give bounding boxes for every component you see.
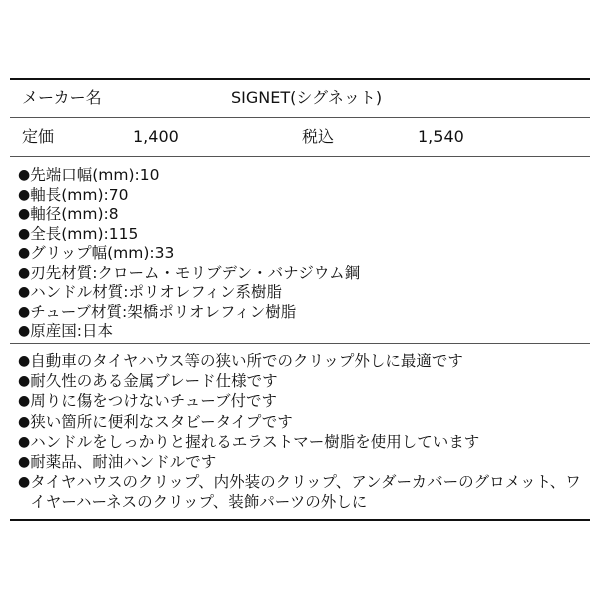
spec-item — [18, 205, 360, 225]
feature-text: ハンドルをしっかりと握れるエラストマー樹脂を使用しています — [30, 432, 480, 451]
spec-text: 刃先材質:クローム・モリブデン・バナジウム鋼 — [30, 263, 361, 282]
feature-text: タイヤハウスのクリップ、内外装のクリップ、アンダーカバーのグロメット、ワイヤーハーネスのクリップ、装飾パーツの外しに — [30, 473, 581, 512]
feature-text: 耐久性のある金属ブレード仕様です — [30, 372, 278, 391]
bullet-icon: ● — [18, 225, 31, 242]
feature-item — [18, 351, 585, 371]
tax-value: 1,540 — [418, 127, 464, 146]
spec-text: 軸長(mm):70 — [30, 185, 129, 204]
spec-text: グリップ幅(mm):33 — [30, 244, 175, 262]
tax-label: 税込 — [302, 127, 335, 146]
bullet-icon: ● — [18, 323, 31, 339]
bullet-icon: ● — [18, 303, 31, 320]
spec-text: ハンドル材質:ポリオレフィン系樹脂 — [30, 283, 283, 301]
maker-value: SIGNET(シグネット) — [231, 88, 383, 107]
price-value: 1,400 — [133, 127, 179, 146]
feature-item — [18, 371, 585, 391]
bullet-icon: ● — [18, 433, 31, 450]
feature-item — [18, 391, 585, 411]
feature-item — [18, 432, 585, 452]
spec-item — [18, 186, 360, 206]
bullet-icon: ● — [18, 413, 31, 430]
bullet-icon: ● — [18, 245, 31, 261]
feature-text: 狭い箇所に便利なスタビータイプです — [30, 412, 293, 431]
maker-divider — [10, 117, 590, 118]
bullet-icon: ● — [18, 454, 31, 471]
spec-item — [18, 322, 360, 342]
spec-item — [18, 283, 360, 303]
bottom-rule — [10, 519, 590, 521]
bullet-icon: ● — [18, 373, 31, 390]
spec-text: 軸径(mm):8 — [30, 205, 119, 223]
price-label: 定価 — [22, 127, 55, 146]
bullet-icon: ● — [18, 206, 31, 222]
spec-list — [18, 166, 360, 342]
spec-text: 全長(mm):115 — [30, 224, 139, 243]
feature-text: 耐薬品、耐油ハンドルです — [30, 453, 217, 472]
spec-item — [18, 166, 360, 186]
feature-item — [18, 452, 585, 472]
feature-text: 周りに傷をつけないチューブ付です — [30, 392, 277, 411]
spec-text: 原産国:日本 — [30, 322, 113, 340]
bullet-icon: ● — [18, 167, 31, 183]
spec-text: 先端口幅(mm):10 — [30, 166, 160, 184]
spec-text: チューブ材質:架橋ポリオレフィン樹脂 — [30, 302, 297, 321]
bullet-icon: ● — [18, 353, 31, 369]
spec-divider — [10, 343, 590, 344]
feature-item — [18, 412, 585, 432]
bullet-icon: ● — [18, 474, 31, 491]
price-divider — [10, 156, 590, 157]
bullet-icon: ● — [18, 186, 31, 203]
feature-item — [18, 472, 585, 512]
bullet-icon: ● — [18, 393, 31, 410]
bullet-icon: ● — [18, 264, 31, 281]
maker-label: メーカー名 — [22, 88, 102, 107]
spec-item — [18, 303, 360, 323]
spec-item — [18, 225, 360, 245]
spec-item — [18, 244, 360, 264]
top-rule — [10, 78, 590, 80]
feature-list — [18, 351, 585, 513]
spec-item — [18, 264, 360, 284]
bullet-icon: ● — [18, 284, 31, 300]
feature-text: 自動車のタイヤハウス等の狭い所でのクリップ外しに最適です — [30, 352, 463, 370]
